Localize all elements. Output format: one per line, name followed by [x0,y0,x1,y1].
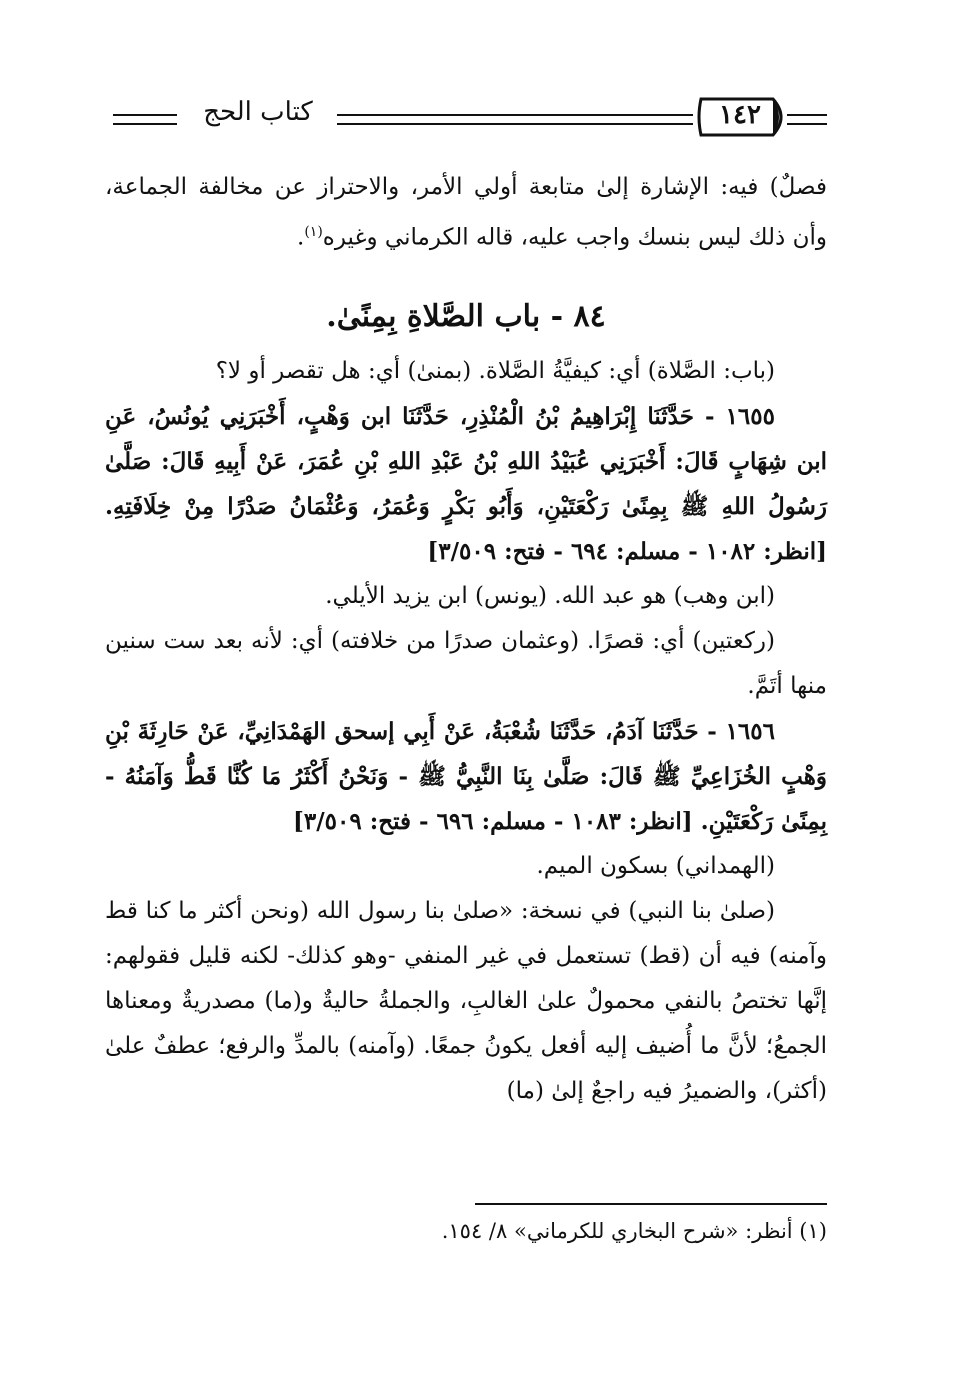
page-number: ١٤٢ [719,100,761,130]
paragraph: (باب: الصَّلاة) أي: كيفيَّةُ الصَّلاة. (بمنىٰ) أي: هل تقصر أو لا؟ [215,357,775,384]
paragraph: (ركعتين) أي: قصرًا. (وعثمان صدرًا من خلافته) أي: لأنه بعد ست سنين منها أتَمَّ. [105,627,827,699]
paragraph: (صلىٰ بنا النبي) في نسخة: «صلىٰ بنا رسول الله (ونحن أكثر ما كنا قط وآمنه) فيه أن (قط) تستعمل في غير المنفي -وهو كذلك- لكنه قليل فقولهم: إنَّها تختصُ بالنفي محمولٌ علىٰ الغالبِ، والجملةُ حاليةٌ و(ما) مصدريةٌ ومعناها الجمعُ؛ لأنَّ ما أُضيف إليه أفعل يكونُ جمعًا. (وآمنه) بالمدِّ والرفع؛ عطفٌ علىٰ (أكثر)، والضميرُ فيه راجعٌ إلىٰ (ما) [105,897,827,1104]
running-title: كتاب الحج [203,97,313,127]
paragraph: (الهمداني) بسكون الميم. [536,852,775,879]
hadith-text: ١٦٥٦ - حَدَّثَنَا آدَمُ، حَدَّثَنَا شُعْبَةُ، عَنْ أَبِي إسحق الهَمْدَانِيِّ، عَنْ حَارِثَةَ بْنِ وَهْبٍ الخُزَاعِيِّ ﷺ قَالَ: صَلَّىٰ بِنَا النَّبِيُّ ﷺ - وَنَحْنُ أَكْثَرُ مَا كُنَّا قَطُّ وَآمَنُهُ - بِمِنًىٰ رَكْعَتَيْنِ. [انظر: ١٠٨٣ - مسلم: ٦٩٦ - فتح: ٣/٥٠٩] [105,717,827,835]
footnote: (١) أنظر: «شرح البخاري للكرماني» ٨/ ١٥٤. [441,1219,827,1243]
footnote-marker: (١) [304,224,323,240]
hadith-text: ١٦٥٥ - حَدَّثَنَا إِبْرَاهِيمُ بْنُ الْمُنْذِرِ، حَدَّثَنَا ابن وَهْبٍ، أَخْبَرَنِي يُونُسُ، عَنِ ابن شِهَابٍ قَالَ: أَخْبَرَنِي عُبَيْدُ اللهِ بْنُ عَبْدِ اللهِ بْنِ عُمَرَ، عَنْ أَبِيهِ قَالَ: صَلَّىٰ رَسُولُ اللهِ ﷺ بِمِنًىٰ رَكْعَتَيْنِ، وَأَبُو بَكْرٍ وَعُمَرُ، وَعُثْمَانُ صَدْرًا مِنْ خِلَافَتِهِ. [انظر: ١٠٨٢ - مسلم: ٦٩٤ - فتح: ٣/٥٠٩] [105,402,827,565]
page-header [105,95,825,145]
page-number-badge [695,97,791,137]
main-text [105,165,827,1114]
header-rule-middle [337,114,693,125]
header-rule-right [787,114,827,125]
footnote-divider [475,1203,827,1205]
header-rule-left [113,114,177,125]
paragraph: (ابن وهب) هو عبد الله. (يونس) ابن يزيد الأيلي. [325,582,775,609]
chapter-heading: ٨٤ - باب الصَّلاةِ بِمِنًىٰ. [326,298,606,334]
paragraph: فصلٌ) فيه: الإشارة إلىٰ متابعة أولي الأمر، والاحتراز عن مخالفة الجماعة، وأن ذلك ليس بنسك واجب عليه، قاله الكرماني وغيره$^{(١)}$. [105,174,827,251]
